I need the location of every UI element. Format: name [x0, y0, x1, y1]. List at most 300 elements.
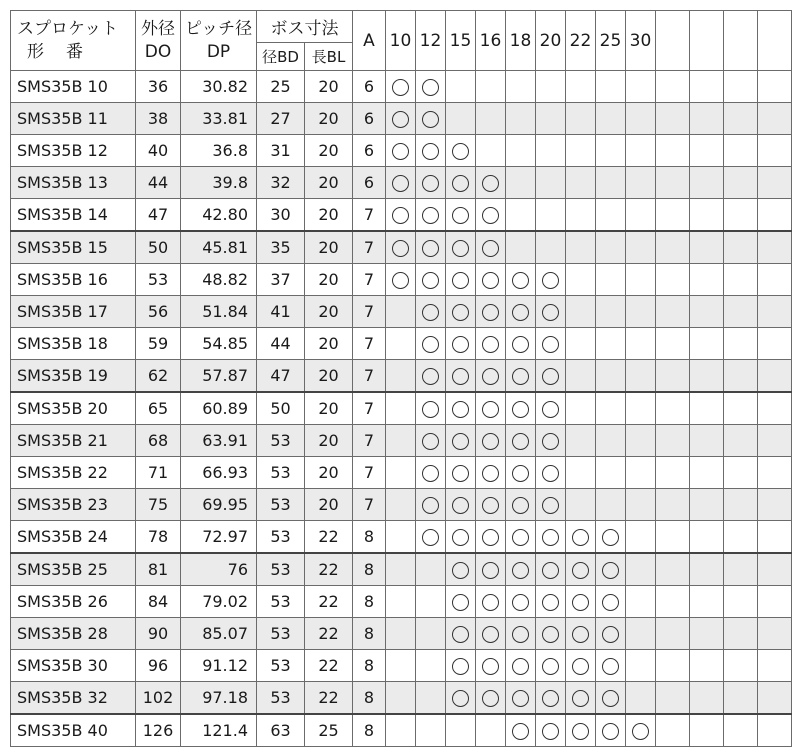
bore-availability-cell — [566, 231, 596, 264]
pitch-header-line2: DP — [206, 41, 231, 62]
boss-length-cell: 20 — [305, 360, 353, 393]
outer-diameter-cell: 68 — [136, 425, 181, 457]
bore-availability-cell — [724, 392, 758, 425]
available-circle-icon — [422, 433, 439, 450]
bore-availability-cell — [566, 586, 596, 618]
boss-diameter-cell: 47 — [257, 360, 305, 393]
model-cell: SMS35B 32 — [11, 682, 136, 715]
available-circle-icon — [512, 626, 529, 643]
bore-availability-cell — [536, 199, 566, 232]
bore-availability-cell — [506, 489, 536, 521]
model-cell: SMS35B 12 — [11, 135, 136, 167]
bore-availability-cell — [536, 103, 566, 135]
available-circle-icon — [392, 272, 409, 289]
bore-availability-cell — [416, 650, 446, 682]
available-circle-icon — [422, 272, 439, 289]
boss-length-cell: 20 — [305, 457, 353, 489]
available-circle-icon — [512, 690, 529, 707]
bore-availability-cell — [536, 231, 566, 264]
table-row — [11, 296, 792, 328]
available-circle-icon — [452, 175, 469, 192]
outer-diameter-header — [136, 11, 181, 71]
bore-availability-cell — [476, 714, 506, 747]
bore-availability-cell — [758, 682, 792, 715]
bore-availability-cell — [446, 489, 476, 521]
bore-availability-cell — [536, 553, 566, 586]
bore-availability-cell — [626, 650, 656, 682]
bore-availability-cell — [626, 231, 656, 264]
available-circle-icon — [422, 304, 439, 321]
available-circle-icon — [512, 562, 529, 579]
bore-availability-cell — [758, 521, 792, 554]
available-circle-icon — [572, 562, 589, 579]
pitch-diameter-cell: 66.93 — [181, 457, 257, 489]
bore-availability-cell — [566, 296, 596, 328]
bore-availability-cell — [690, 457, 724, 489]
boss-diameter-cell: 53 — [257, 489, 305, 521]
bore-size-header-empty — [724, 11, 758, 71]
bore-size-header: 18 — [506, 11, 536, 71]
bore-availability-cell — [416, 71, 446, 103]
bore-availability-cell — [566, 618, 596, 650]
bore-availability-cell — [446, 199, 476, 232]
bore-availability-cell — [724, 457, 758, 489]
available-circle-icon — [542, 626, 559, 643]
bore-availability-cell — [446, 714, 476, 747]
pitch-diameter-cell: 54.85 — [181, 328, 257, 360]
model-cell: SMS35B 21 — [11, 425, 136, 457]
bore-availability-cell — [758, 296, 792, 328]
available-circle-icon — [422, 497, 439, 514]
bore-availability-cell — [690, 199, 724, 232]
pitch-diameter-cell: 57.87 — [181, 360, 257, 393]
available-circle-icon — [452, 207, 469, 224]
bore-availability-cell — [596, 425, 626, 457]
available-circle-icon — [482, 594, 499, 611]
bore-availability-cell — [506, 553, 536, 586]
bore-availability-cell — [724, 71, 758, 103]
a-cell: 8 — [353, 618, 386, 650]
bore-availability-cell — [506, 392, 536, 425]
a-cell: 7 — [353, 264, 386, 296]
boss-length-cell: 20 — [305, 425, 353, 457]
bore-availability-cell — [536, 392, 566, 425]
available-circle-icon — [452, 336, 469, 353]
bore-availability-cell — [656, 296, 690, 328]
available-circle-icon — [572, 594, 589, 611]
bore-availability-cell — [724, 199, 758, 232]
table-row — [11, 586, 792, 618]
available-circle-icon — [422, 175, 439, 192]
bore-availability-cell — [386, 392, 416, 425]
od-header-line2: DO — [144, 41, 172, 62]
pitch-diameter-cell: 33.81 — [181, 103, 257, 135]
bore-availability-cell — [506, 521, 536, 554]
available-circle-icon — [452, 304, 469, 321]
bore-availability-cell — [596, 71, 626, 103]
boss-length-cell: 20 — [305, 199, 353, 232]
bore-availability-cell — [690, 231, 724, 264]
pitch-diameter-cell: 42.80 — [181, 199, 257, 232]
pitch-diameter-header — [181, 11, 257, 71]
pitch-diameter-cell: 121.4 — [181, 714, 257, 747]
table-row — [11, 167, 792, 199]
bore-availability-cell — [446, 521, 476, 554]
available-circle-icon — [572, 626, 589, 643]
bore-availability-cell — [566, 328, 596, 360]
available-circle-icon — [422, 207, 439, 224]
available-circle-icon — [512, 433, 529, 450]
available-circle-icon — [452, 658, 469, 675]
pitch-diameter-cell: 85.07 — [181, 618, 257, 650]
available-circle-icon — [392, 111, 409, 128]
available-circle-icon — [452, 240, 469, 257]
available-circle-icon — [512, 594, 529, 611]
table-row — [11, 457, 792, 489]
bore-availability-cell — [446, 618, 476, 650]
bore-availability-cell — [596, 521, 626, 554]
available-circle-icon — [482, 175, 499, 192]
bore-availability-cell — [446, 682, 476, 715]
bore-availability-cell — [416, 103, 446, 135]
available-circle-icon — [512, 658, 529, 675]
available-circle-icon — [572, 529, 589, 546]
bore-availability-cell — [626, 135, 656, 167]
bore-availability-cell — [506, 231, 536, 264]
bore-availability-cell — [506, 135, 536, 167]
boss-length-cell: 22 — [305, 586, 353, 618]
model-cell: SMS35B 25 — [11, 553, 136, 586]
a-cell: 8 — [353, 682, 386, 715]
bore-availability-cell — [626, 714, 656, 747]
table-row — [11, 360, 792, 393]
outer-diameter-cell: 50 — [136, 231, 181, 264]
bore-availability-cell — [416, 714, 446, 747]
model-cell: SMS35B 22 — [11, 457, 136, 489]
bore-availability-cell — [476, 199, 506, 232]
available-circle-icon — [602, 594, 619, 611]
table-row — [11, 650, 792, 682]
bore-availability-cell — [476, 457, 506, 489]
bore-availability-cell — [690, 521, 724, 554]
pitch-diameter-cell: 30.82 — [181, 71, 257, 103]
a-cell: 8 — [353, 553, 386, 586]
model-header-line1: スプロケット — [17, 18, 119, 39]
bore-availability-cell — [758, 586, 792, 618]
bore-availability-cell — [416, 328, 446, 360]
boss-diameter-cell: 31 — [257, 135, 305, 167]
bore-availability-cell — [656, 489, 690, 521]
boss-diameter-cell: 53 — [257, 425, 305, 457]
available-circle-icon — [452, 562, 469, 579]
bore-availability-cell — [626, 586, 656, 618]
bore-availability-cell — [536, 618, 566, 650]
bore-availability-cell — [506, 71, 536, 103]
available-circle-icon — [452, 594, 469, 611]
outer-diameter-cell: 84 — [136, 586, 181, 618]
bore-availability-cell — [416, 167, 446, 199]
available-circle-icon — [602, 529, 619, 546]
bore-availability-cell — [536, 521, 566, 554]
a-cell: 6 — [353, 167, 386, 199]
boss-diameter-cell: 63 — [257, 714, 305, 747]
bore-availability-cell — [566, 264, 596, 296]
table-row — [11, 618, 792, 650]
pitch-header-line1: ピッチ径 — [184, 18, 253, 39]
bore-availability-cell — [566, 682, 596, 715]
boss-length-cell: 20 — [305, 103, 353, 135]
bore-availability-cell — [476, 392, 506, 425]
bore-availability-cell — [758, 714, 792, 747]
available-circle-icon — [392, 143, 409, 160]
a-cell: 7 — [353, 489, 386, 521]
table-row — [11, 231, 792, 264]
bore-availability-cell — [446, 650, 476, 682]
bore-availability-cell — [656, 135, 690, 167]
bore-availability-cell — [416, 682, 446, 715]
boss-length-cell: 20 — [305, 489, 353, 521]
pitch-diameter-cell: 72.97 — [181, 521, 257, 554]
bore-availability-cell — [758, 231, 792, 264]
a-cell: 7 — [353, 328, 386, 360]
bore-availability-cell — [758, 360, 792, 393]
bore-availability-cell — [386, 167, 416, 199]
available-circle-icon — [482, 465, 499, 482]
bore-availability-cell — [446, 457, 476, 489]
table-row — [11, 71, 792, 103]
bore-availability-cell — [386, 618, 416, 650]
bore-availability-cell — [446, 231, 476, 264]
available-circle-icon — [482, 626, 499, 643]
bore-size-header: 30 — [626, 11, 656, 71]
a-cell: 7 — [353, 457, 386, 489]
bore-size-header: 12 — [416, 11, 446, 71]
bore-availability-cell — [758, 135, 792, 167]
bore-availability-cell — [386, 489, 416, 521]
bore-availability-cell — [536, 489, 566, 521]
bore-availability-cell — [386, 586, 416, 618]
bore-availability-cell — [506, 264, 536, 296]
bore-availability-cell — [690, 682, 724, 715]
bore-availability-cell — [626, 425, 656, 457]
bore-availability-cell — [758, 650, 792, 682]
bore-availability-cell — [724, 553, 758, 586]
outer-diameter-cell: 53 — [136, 264, 181, 296]
model-cell: SMS35B 24 — [11, 521, 136, 554]
boss-length-cell: 20 — [305, 328, 353, 360]
bore-availability-cell — [446, 167, 476, 199]
bore-size-header-empty — [758, 11, 792, 71]
bore-availability-cell — [626, 682, 656, 715]
available-circle-icon — [452, 272, 469, 289]
bore-availability-cell — [506, 328, 536, 360]
bore-availability-cell — [566, 457, 596, 489]
bore-availability-cell — [446, 392, 476, 425]
bore-availability-cell — [724, 586, 758, 618]
bore-availability-cell — [596, 489, 626, 521]
outer-diameter-cell: 126 — [136, 714, 181, 747]
bore-availability-cell — [724, 650, 758, 682]
model-cell: SMS35B 19 — [11, 360, 136, 393]
bore-availability-cell — [656, 425, 690, 457]
model-cell: SMS35B 13 — [11, 167, 136, 199]
bore-availability-cell — [690, 714, 724, 747]
pitch-diameter-cell: 79.02 — [181, 586, 257, 618]
boss-length-cell: 20 — [305, 296, 353, 328]
boss-diameter-cell: 32 — [257, 167, 305, 199]
bore-availability-cell — [690, 167, 724, 199]
bore-availability-cell — [656, 392, 690, 425]
bore-availability-cell — [416, 392, 446, 425]
boss-diameter-cell: 37 — [257, 264, 305, 296]
table-row — [11, 714, 792, 747]
bore-availability-cell — [386, 264, 416, 296]
bore-availability-cell — [690, 425, 724, 457]
bore-availability-cell — [690, 360, 724, 393]
bore-availability-cell — [690, 135, 724, 167]
bore-availability-cell — [536, 135, 566, 167]
bore-size-header: 15 — [446, 11, 476, 71]
outer-diameter-cell: 90 — [136, 618, 181, 650]
available-circle-icon — [452, 143, 469, 160]
bore-availability-cell — [506, 103, 536, 135]
outer-diameter-cell: 47 — [136, 199, 181, 232]
bore-availability-cell — [690, 489, 724, 521]
bore-availability-cell — [724, 618, 758, 650]
bore-availability-cell — [656, 360, 690, 393]
bore-availability-cell — [596, 650, 626, 682]
bore-availability-cell — [536, 167, 566, 199]
boss-diameter-cell: 53 — [257, 521, 305, 554]
model-cell: SMS35B 28 — [11, 618, 136, 650]
bore-availability-cell — [566, 71, 596, 103]
available-circle-icon — [482, 658, 499, 675]
pitch-diameter-cell: 39.8 — [181, 167, 257, 199]
bore-availability-cell — [416, 296, 446, 328]
bore-availability-cell — [536, 328, 566, 360]
bore-availability-cell — [506, 167, 536, 199]
bore-availability-cell — [724, 521, 758, 554]
table-row — [11, 425, 792, 457]
bore-availability-cell — [690, 71, 724, 103]
available-circle-icon — [482, 240, 499, 257]
bore-availability-cell — [476, 521, 506, 554]
bore-availability-cell — [656, 714, 690, 747]
bore-availability-cell — [596, 553, 626, 586]
table-body — [11, 71, 792, 747]
available-circle-icon — [602, 658, 619, 675]
bore-availability-cell — [596, 682, 626, 715]
available-circle-icon — [422, 465, 439, 482]
available-circle-icon — [542, 304, 559, 321]
bore-availability-cell — [758, 199, 792, 232]
available-circle-icon — [482, 433, 499, 450]
bore-availability-cell — [536, 714, 566, 747]
available-circle-icon — [482, 562, 499, 579]
boss-length-cell: 25 — [305, 714, 353, 747]
bore-availability-cell — [656, 457, 690, 489]
bore-availability-cell — [566, 521, 596, 554]
bore-size-header: 20 — [536, 11, 566, 71]
available-circle-icon — [542, 658, 559, 675]
bore-availability-cell — [656, 264, 690, 296]
bore-size-header-empty — [690, 11, 724, 71]
outer-diameter-cell: 102 — [136, 682, 181, 715]
outer-diameter-cell: 44 — [136, 167, 181, 199]
bore-availability-cell — [536, 360, 566, 393]
bore-availability-cell — [416, 618, 446, 650]
bore-availability-cell — [416, 135, 446, 167]
bore-availability-cell — [446, 296, 476, 328]
available-circle-icon — [542, 562, 559, 579]
available-circle-icon — [482, 336, 499, 353]
bore-availability-cell — [724, 425, 758, 457]
bore-availability-cell — [724, 328, 758, 360]
bore-availability-cell — [724, 231, 758, 264]
bore-availability-cell — [416, 264, 446, 296]
bore-availability-cell — [656, 521, 690, 554]
bore-availability-cell — [536, 264, 566, 296]
bore-availability-cell — [626, 199, 656, 232]
bore-availability-cell — [476, 135, 506, 167]
table-row — [11, 199, 792, 232]
bore-availability-cell — [506, 650, 536, 682]
available-circle-icon — [482, 497, 499, 514]
bore-availability-cell — [724, 489, 758, 521]
bore-availability-cell — [656, 199, 690, 232]
available-circle-icon — [632, 723, 649, 740]
boss-length-cell: 20 — [305, 231, 353, 264]
bore-availability-cell — [566, 553, 596, 586]
bore-availability-cell — [476, 167, 506, 199]
boss-dimensions-header: ボス寸法 — [257, 11, 353, 43]
model-cell: SMS35B 26 — [11, 586, 136, 618]
bore-availability-cell — [626, 553, 656, 586]
table-row — [11, 264, 792, 296]
model-cell: SMS35B 30 — [11, 650, 136, 682]
bore-availability-cell — [386, 425, 416, 457]
bore-availability-cell — [386, 650, 416, 682]
bore-size-header: 10 — [386, 11, 416, 71]
bore-availability-cell — [506, 457, 536, 489]
a-cell: 7 — [353, 199, 386, 232]
outer-diameter-cell: 36 — [136, 71, 181, 103]
bore-availability-cell — [596, 328, 626, 360]
bore-availability-cell — [626, 618, 656, 650]
boss-length-cell: 22 — [305, 682, 353, 715]
a-cell: 6 — [353, 135, 386, 167]
pitch-diameter-cell: 91.12 — [181, 650, 257, 682]
bore-availability-cell — [724, 296, 758, 328]
bore-availability-cell — [596, 618, 626, 650]
bore-availability-cell — [416, 521, 446, 554]
model-cell: SMS35B 16 — [11, 264, 136, 296]
bore-availability-cell — [656, 231, 690, 264]
bore-availability-cell — [656, 328, 690, 360]
available-circle-icon — [542, 594, 559, 611]
bore-availability-cell — [724, 167, 758, 199]
outer-diameter-cell: 40 — [136, 135, 181, 167]
available-circle-icon — [512, 465, 529, 482]
bore-size-header: 22 — [566, 11, 596, 71]
bore-availability-cell — [536, 296, 566, 328]
model-header-line2: 形番 — [27, 41, 105, 62]
bore-availability-cell — [506, 714, 536, 747]
table-row — [11, 521, 792, 554]
outer-diameter-cell: 65 — [136, 392, 181, 425]
bore-availability-cell — [476, 682, 506, 715]
bore-availability-cell — [724, 682, 758, 715]
